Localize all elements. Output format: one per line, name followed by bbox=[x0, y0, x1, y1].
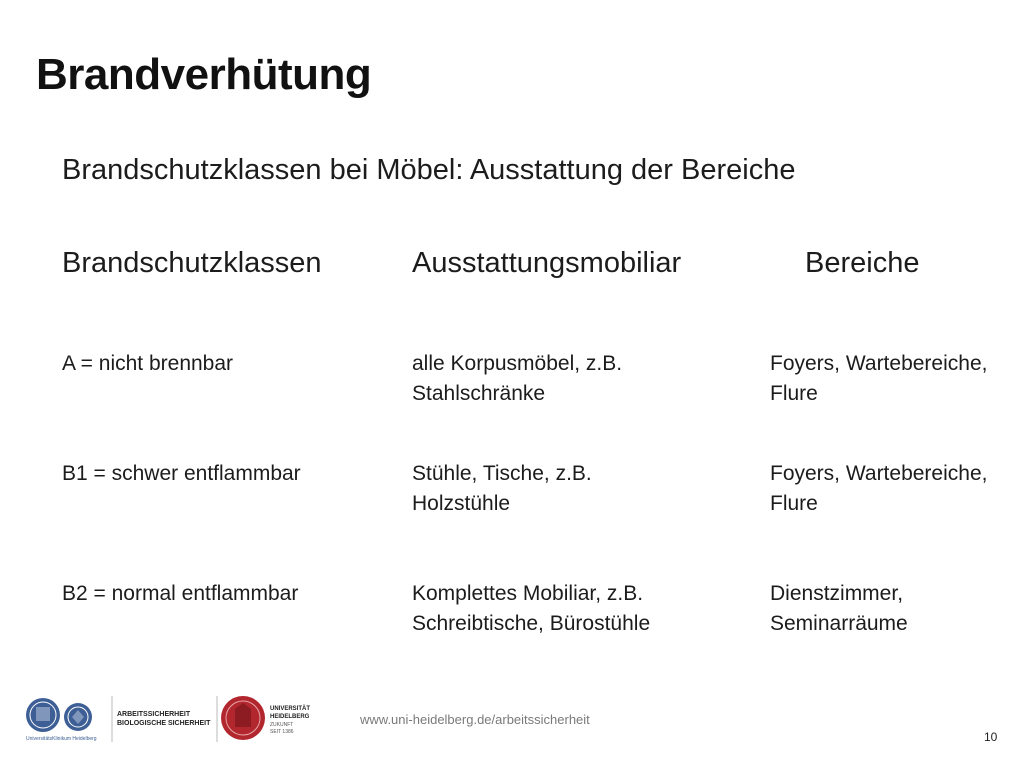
footer-logos bbox=[24, 694, 324, 746]
cell-klasse: A = nicht brennbar bbox=[62, 352, 234, 375]
logo-uni-line1: UNIVERSITÄT bbox=[270, 706, 311, 712]
klinikum-seal-icon bbox=[26, 698, 92, 732]
column-header-ausstattungsmobiliar: Ausstattungsmobiliar bbox=[412, 247, 682, 279]
logo-arbeitssicherheit-line2: BIOLOGISCHE SICHERHEIT bbox=[117, 720, 211, 727]
column-header-brandschutzklassen: Brandschutzklassen bbox=[62, 247, 322, 279]
cell-bereiche: Foyers, Wartebereiche, Flure bbox=[770, 352, 988, 405]
cell-klasse: B1 = schwer entflammbar bbox=[62, 462, 301, 485]
logo-uni-line3: ZUKUNFT bbox=[270, 722, 294, 728]
cell-klasse: B2 = normal entflammbar bbox=[62, 582, 299, 605]
cell-bereiche: Foyers, Wartebereiche, Flure bbox=[770, 462, 988, 515]
logo-klinikum-label: UniversitätsKlinikum Heidelberg bbox=[26, 736, 97, 742]
page-number: 10 bbox=[984, 730, 998, 744]
logo-arbeitssicherheit-line1: ARBEITSSICHERHEIT bbox=[117, 711, 191, 718]
cell-mobiliar: Stühle, Tische, z.B. Holzstühle bbox=[412, 462, 592, 515]
slide-title: Brandverhütung bbox=[36, 50, 372, 99]
column-header-bereiche: Bereiche bbox=[805, 247, 920, 279]
university-seal-icon bbox=[221, 696, 265, 740]
cell-mobiliar: alle Korpusmöbel, z.B. Stahlschränke bbox=[412, 352, 623, 405]
slide-subtitle: Brandschutzklassen bei Möbel: Ausstattung der Bereiche bbox=[62, 154, 796, 186]
logo-uni-line4: SEIT 1386 bbox=[270, 729, 294, 735]
logo-uni-line2: HEIDELBERG bbox=[270, 714, 310, 720]
footer-url: www.uni-heidelberg.de/arbeitssicherheit bbox=[360, 712, 590, 727]
cell-mobiliar: Komplettes Mobiliar, z.B. Schreibtische, Bürostühle bbox=[412, 582, 651, 635]
cell-bereiche: Dienstzimmer, Seminarräume bbox=[770, 582, 908, 635]
